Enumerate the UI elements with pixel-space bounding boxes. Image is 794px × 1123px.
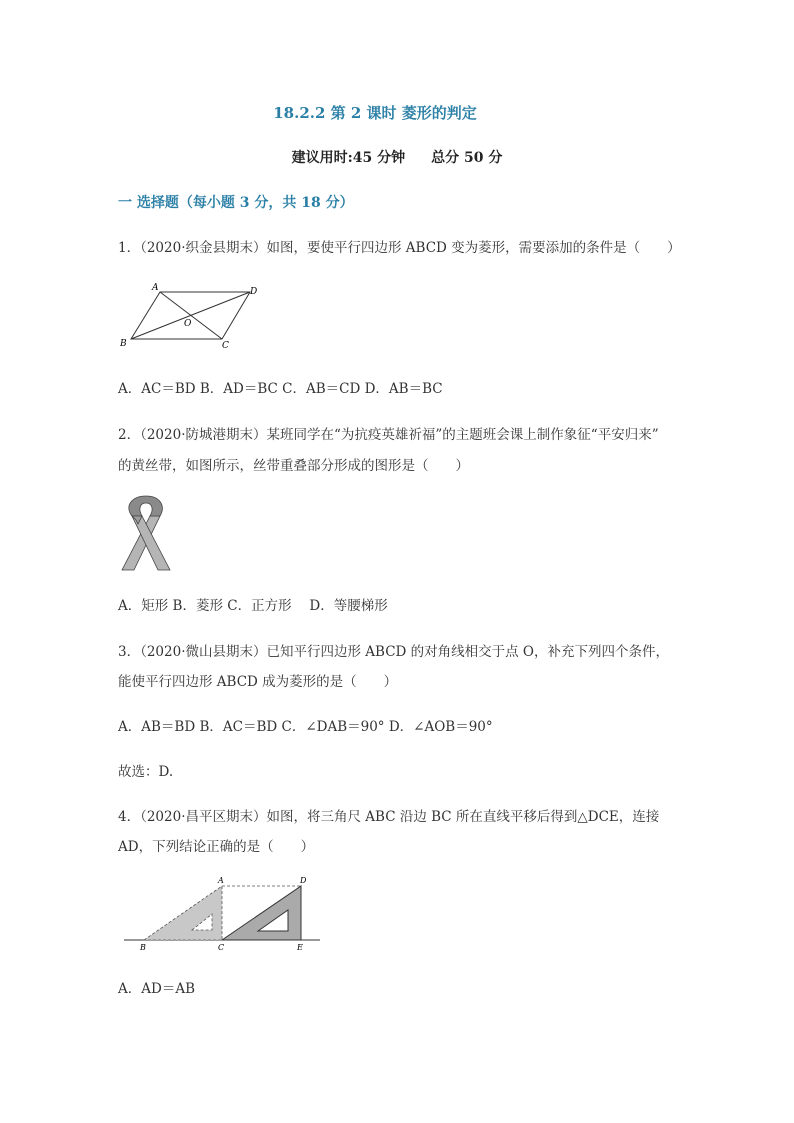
q1-label-d: D: [250, 287, 258, 297]
q1-label-c: C: [222, 341, 229, 350]
question-1-stem: 1．（2020·织金县期末）如图，要使平行四边形 ABCD 变为菱形，需要添加的条件是（ ）: [118, 240, 681, 256]
q4-label-a: A: [218, 876, 224, 885]
question-3-stem-line-2: 能使平行四边形 ABCD 成为菱形的是（ ）: [118, 674, 398, 690]
question-1-options: A．AC＝BD B．AD＝BC C．AB＝CD D．AB＝BC: [118, 381, 443, 397]
q4-label-c: C: [218, 943, 225, 952]
question-2-options: A．矩形 B．菱形 C．正方形 D．等腰梯形: [118, 598, 388, 614]
ribbon-icon: [120, 494, 172, 572]
page-title: 18.2.2 第 2 课时 菱形的判定: [273, 104, 477, 122]
q1-label-o: O: [184, 319, 192, 329]
q4-label-e: E: [297, 943, 303, 952]
question-4-stem-line-2: AD，下列结论正确的是（ ）: [118, 839, 315, 855]
suggested-time: 建议用时:45 分钟: [291, 150, 406, 166]
section-heading: 一 选择题（每小题 3 分，共 18 分）: [118, 195, 354, 211]
question-3-answer: 故选：D.: [118, 764, 174, 780]
question-4-stem-line-1: 4．（2020·昌平区期末）如图，将三角尺 ABC 沿边 BC 所在直线平移后得到△DCE，连接: [118, 809, 660, 825]
question-2-stem-line-2: 的黄丝带，如图所示，丝带重叠部分形成的图形是（ ）: [118, 458, 469, 474]
q4-label-d: D: [300, 876, 307, 885]
q4-label-b: B: [140, 943, 146, 952]
exam-info: [0, 147, 794, 167]
q1-label-a: A: [152, 283, 159, 293]
question-3-options: A．AB＝BD B．AC＝BD C．∠DAB＝90° D．∠AOB＝90°: [118, 719, 493, 735]
question-4-options: A．AD＝AB: [118, 981, 195, 997]
q1-label-b: B: [120, 339, 127, 349]
question-2-stem-line-1: 2．（2020·防城港期末）某班同学在“为抗疫英雄祈福”的主题班会课上制作象征“平安归来”: [118, 427, 659, 443]
question-3-stem-line-1: 3．（2020·微山县期末）已知平行四边形 ABCD 的对角线相交于点 O，补充下列四个条件，: [118, 644, 670, 660]
question-1-parallelogram-figure: [116, 282, 266, 350]
question-4-triangle-ruler-figure: [120, 874, 325, 954]
total-score: 总分 50 分: [431, 150, 503, 166]
